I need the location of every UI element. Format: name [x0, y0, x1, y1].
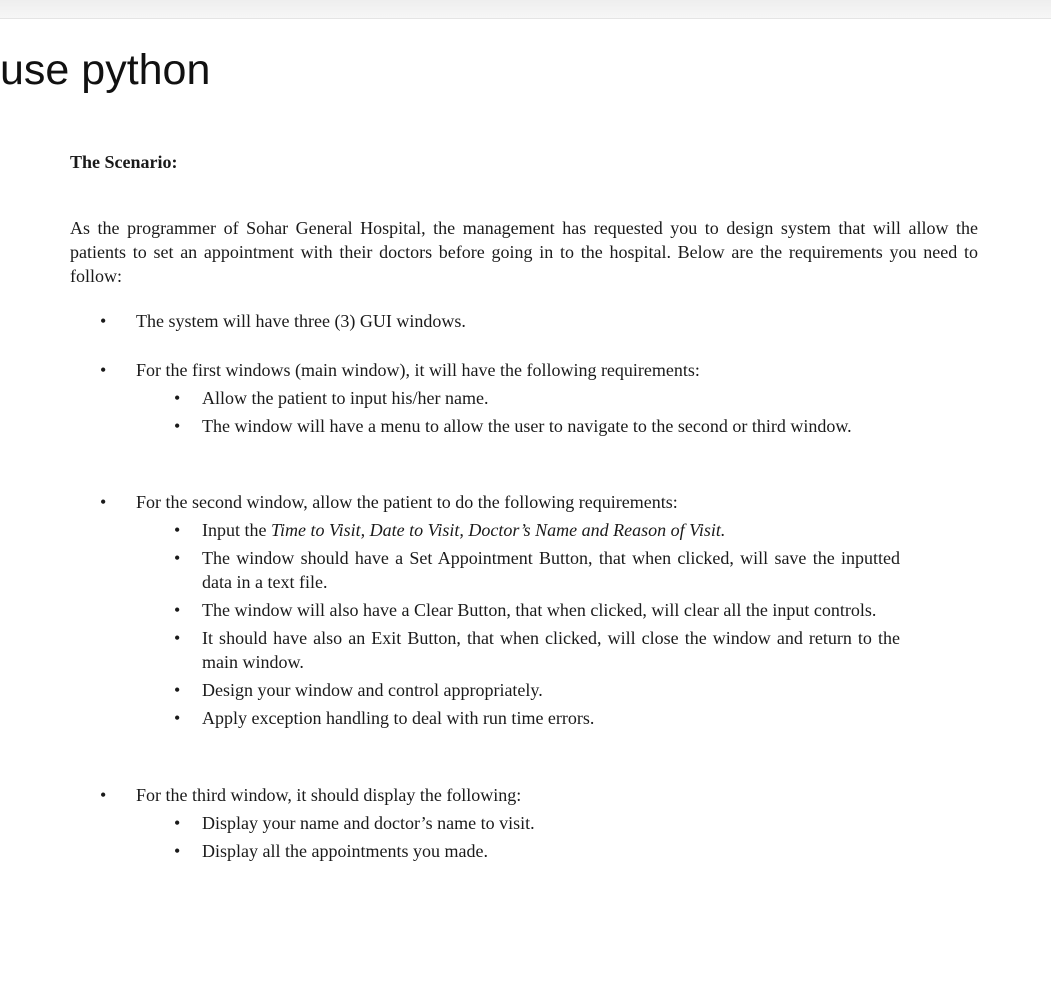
- list-item-text: For the third window, it should display the following:: [136, 785, 522, 805]
- sub-list-item-text: Display all the appointments you made.: [202, 841, 488, 861]
- sub-list-item: [70, 546, 900, 594]
- bullet-icon: •: [174, 548, 181, 568]
- scenario-heading: The Scenario:: [70, 152, 178, 172]
- bullet-icon: •: [174, 628, 181, 648]
- question-title: use python: [0, 46, 211, 94]
- sub-list-item: [70, 414, 900, 438]
- sub-list-item: [70, 706, 900, 730]
- bullet-icon: •: [174, 841, 181, 861]
- bullet-icon: •: [174, 813, 181, 833]
- bullet-icon: •: [100, 492, 107, 512]
- bullet-icon: •: [174, 708, 181, 728]
- section-third-window: [70, 783, 980, 863]
- sub-list-item: [70, 626, 900, 674]
- sub-list-item: [70, 386, 900, 410]
- sub-list-item-text: It should have also an Exit Button, that when clicked, will close the window and return to the main window.: [202, 628, 900, 672]
- bullet-icon: •: [100, 311, 107, 331]
- sub-list-item: [70, 839, 900, 863]
- sub-list-item-text: [202, 518, 900, 542]
- section-first-window: [70, 358, 980, 438]
- sub-list-item-text: The window will also have a Clear Button, that when clicked, will clear all the input controls.: [202, 600, 877, 620]
- list-item: [70, 309, 980, 333]
- sub-list-item: [70, 811, 900, 835]
- sub-list-item: [70, 518, 900, 542]
- list-item: [70, 358, 980, 382]
- section-gui-windows: [70, 309, 980, 333]
- bullet-icon: •: [100, 360, 107, 380]
- bullet-icon: •: [174, 680, 181, 700]
- sub-list-item-text: Allow the patient to input his/her name.: [202, 388, 489, 408]
- bullet-icon: •: [100, 785, 107, 805]
- bullet-icon: •: [174, 416, 181, 436]
- sub-list-item-text: Design your window and control appropriately.: [202, 680, 543, 700]
- sub-list-item: [70, 678, 900, 702]
- bullet-icon: •: [174, 600, 181, 620]
- bullet-icon: •: [174, 520, 181, 540]
- sub-list-item-text: The window will have a menu to allow the user to navigate to the second or third window.: [202, 416, 852, 436]
- intro-paragraph: As the programmer of Sohar General Hospital, the management has requested you to design system that will allow the patients to set an appointment with their doctors before going in to the hospital. Below are the requirements you need to follow:: [70, 218, 978, 286]
- top-bar: [0, 0, 1051, 19]
- input-fields-italic: Time to Visit, Date to Visit, Doctor’s Name and Reason of Visit.: [271, 520, 726, 540]
- section-second-window: [70, 490, 980, 730]
- list-item: [70, 783, 980, 807]
- list-item-text: For the first windows (main window), it will have the following requirements:: [136, 360, 700, 380]
- input-prefix-text: Input the: [202, 520, 271, 540]
- bullet-icon: •: [174, 388, 181, 408]
- sub-list-item-text: The window should have a Set Appointment Button, that when clicked, will save the inputted data in a text file.: [202, 548, 900, 592]
- sub-list-item-text: Display your name and doctor’s name to visit.: [202, 813, 535, 833]
- sub-list-item-text: Apply exception handling to deal with run time errors.: [202, 708, 595, 728]
- list-item-text: For the second window, allow the patient to do the following requirements:: [136, 492, 678, 512]
- list-item-text: The system will have three (3) GUI windows.: [136, 311, 466, 331]
- sub-list-item: [70, 598, 900, 622]
- list-item: [70, 490, 980, 514]
